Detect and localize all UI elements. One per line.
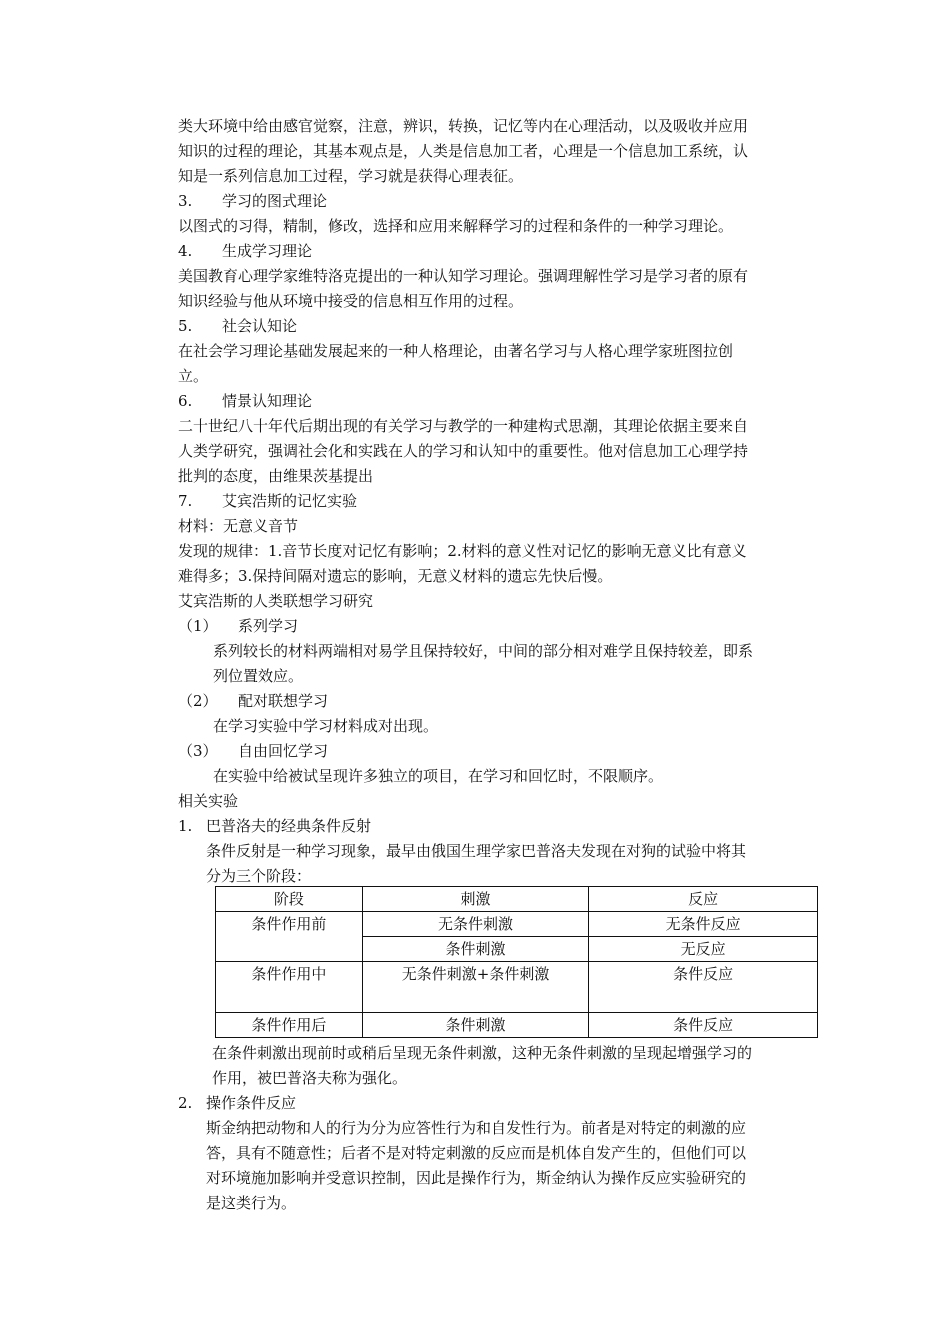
text-line: 答，具有不随意性；后者不是对特定刺激的反应而是机体自发产生的，但他们可以 bbox=[206, 1144, 747, 1162]
table-cell: 无条件反应 bbox=[589, 912, 818, 937]
section-title: 学习的图式理论 bbox=[222, 192, 328, 210]
section-number: 7. bbox=[178, 492, 193, 510]
related-title: 相关实验 bbox=[178, 792, 239, 810]
section-title: 生成学习理论 bbox=[222, 242, 313, 260]
table-header: 刺激 bbox=[362, 887, 589, 912]
text-line: 立。 bbox=[178, 367, 209, 385]
section-number: 4. bbox=[178, 242, 193, 260]
experiment-title: 操作条件反应 bbox=[206, 1094, 297, 1112]
text-line: 发现的规律：1.音节长度对记忆有影响；2.材料的意义性对记忆的影响无意义比有意义 bbox=[178, 542, 747, 560]
text-line: 对环境施加影响并受意识控制，因此是操作行为，斯金纳认为操作反应实验研究的 bbox=[206, 1169, 747, 1187]
section-heading bbox=[178, 389, 818, 414]
conditioning-table bbox=[215, 886, 818, 1038]
section-heading bbox=[178, 489, 818, 514]
table-header: 反应 bbox=[589, 887, 818, 912]
subsection-title: 系列学习 bbox=[238, 617, 299, 635]
text-line: 是这类行为。 bbox=[206, 1194, 297, 1212]
text-line: 斯金纳把动物和人的行为分为应答性行为和自发性行为。前者是对特定的刺激的应 bbox=[206, 1119, 747, 1137]
section-title: 情景认知理论 bbox=[222, 392, 313, 410]
text-line: 人类学研究，强调社会化和实践在人的学习和认知中的重要性。他对信息加工心理学持 bbox=[178, 442, 749, 460]
text-line: 艾宾浩斯的人类联想学习研究 bbox=[178, 592, 374, 610]
experiment-number: 2. bbox=[178, 1094, 193, 1112]
text-line: 在学习实验中学习材料成对出现。 bbox=[213, 717, 439, 735]
text-line: 分为三个阶段： bbox=[206, 867, 312, 885]
subsection-heading bbox=[178, 689, 818, 714]
section-heading bbox=[178, 189, 818, 214]
table-cell: 条件刺激 bbox=[362, 1013, 589, 1038]
text-line: 在条件刺激出现前时或稍后呈现无条件刺激，这种无条件刺激的呈现起增强学习的 bbox=[212, 1044, 753, 1062]
table-cell: 无反应 bbox=[589, 937, 818, 962]
table-header: 阶段 bbox=[216, 887, 363, 912]
text-line: 知识的过程的理论，其基本观点是，人类是信息加工者，心理是一个信息加工系统，认 bbox=[178, 142, 749, 160]
section-heading bbox=[178, 239, 818, 264]
text-line: 列位置效应。 bbox=[213, 667, 304, 685]
table-cell: 条件反应 bbox=[589, 1013, 818, 1038]
document-page bbox=[178, 114, 818, 889]
text-line: 类大环境中给由感官觉察，注意，辨识，转换，记忆等内在心理活动，以及吸收并应用 bbox=[178, 117, 749, 135]
experiment-number: 1. bbox=[178, 817, 193, 835]
table-cell: 无条件刺激 bbox=[362, 912, 589, 937]
section-number: 5. bbox=[178, 317, 193, 335]
experiment-heading bbox=[178, 1091, 818, 1116]
experiment-title: 巴普洛夫的经典条件反射 bbox=[206, 817, 372, 835]
text-line: 知是一系列信息加工过程，学习就是获得心理表征。 bbox=[178, 167, 524, 185]
text-line: 二十世纪八十年代后期出现的有关学习与教学的一种建构式思潮，其理论依据主要来自 bbox=[178, 417, 749, 435]
table-cell-stage: 条件作用中 bbox=[216, 962, 363, 1013]
subsection-title: 自由回忆学习 bbox=[238, 742, 329, 760]
section-number: 6. bbox=[178, 392, 193, 410]
section-heading bbox=[178, 314, 818, 339]
text-line: 系列较长的材料两端相对易学且保持较好，中间的部分相对难学且保持较差，即系 bbox=[213, 642, 754, 660]
table-cell: 条件刺激 bbox=[362, 937, 589, 962]
section-title: 社会认知论 bbox=[222, 317, 298, 335]
text-line: 批判的态度，由维果茨基提出 bbox=[178, 467, 374, 485]
section-title: 艾宾浩斯的记忆实验 bbox=[222, 492, 358, 510]
table-cell-stage: 条件作用后 bbox=[216, 1013, 363, 1038]
subsection-number: （1） bbox=[178, 617, 218, 635]
text-line: 材料：无意义音节 bbox=[178, 517, 299, 535]
subsection-title: 配对联想学习 bbox=[238, 692, 329, 710]
subsection-heading bbox=[178, 614, 818, 639]
experiment-heading bbox=[178, 814, 818, 839]
subsection-number: （3） bbox=[178, 742, 218, 760]
table-cell: 无条件刺激+条件刺激 bbox=[362, 962, 589, 1013]
text-line: 作用，被巴普洛夫称为强化。 bbox=[212, 1069, 408, 1087]
text-line: 以图式的习得，精制，修改，选择和应用来解释学习的过程和条件的一种学习理论。 bbox=[178, 217, 734, 235]
table-cell: 条件反应 bbox=[589, 962, 818, 1013]
text-line: 条件反射是一种学习现象，最早由俄国生理学家巴普洛夫发现在对狗的试验中将其 bbox=[206, 842, 747, 860]
table-cell-stage: 条件作用前 bbox=[216, 912, 363, 962]
document-page-lower bbox=[178, 1041, 818, 1216]
subsection-heading bbox=[178, 739, 818, 764]
text-line: 在实验中给被试呈现许多独立的项目，在学习和回忆时，不限顺序。 bbox=[213, 767, 664, 785]
text-line: 美国教育心理学家维特洛克提出的一种认知学习理论。强调理解性学习是学习者的原有 bbox=[178, 267, 749, 285]
subsection-number: （2） bbox=[178, 692, 218, 710]
text-line: 知识经验与他从环境中接受的信息相互作用的过程。 bbox=[178, 292, 524, 310]
section-number: 3. bbox=[178, 192, 193, 210]
text-line: 难得多；3.保持间隔对遗忘的影响，无意义材料的遗忘先快后慢。 bbox=[178, 567, 613, 585]
text-line: 在社会学习理论基础发展起来的一种人格理论，由著名学习与人格心理学家班图拉创 bbox=[178, 342, 734, 360]
